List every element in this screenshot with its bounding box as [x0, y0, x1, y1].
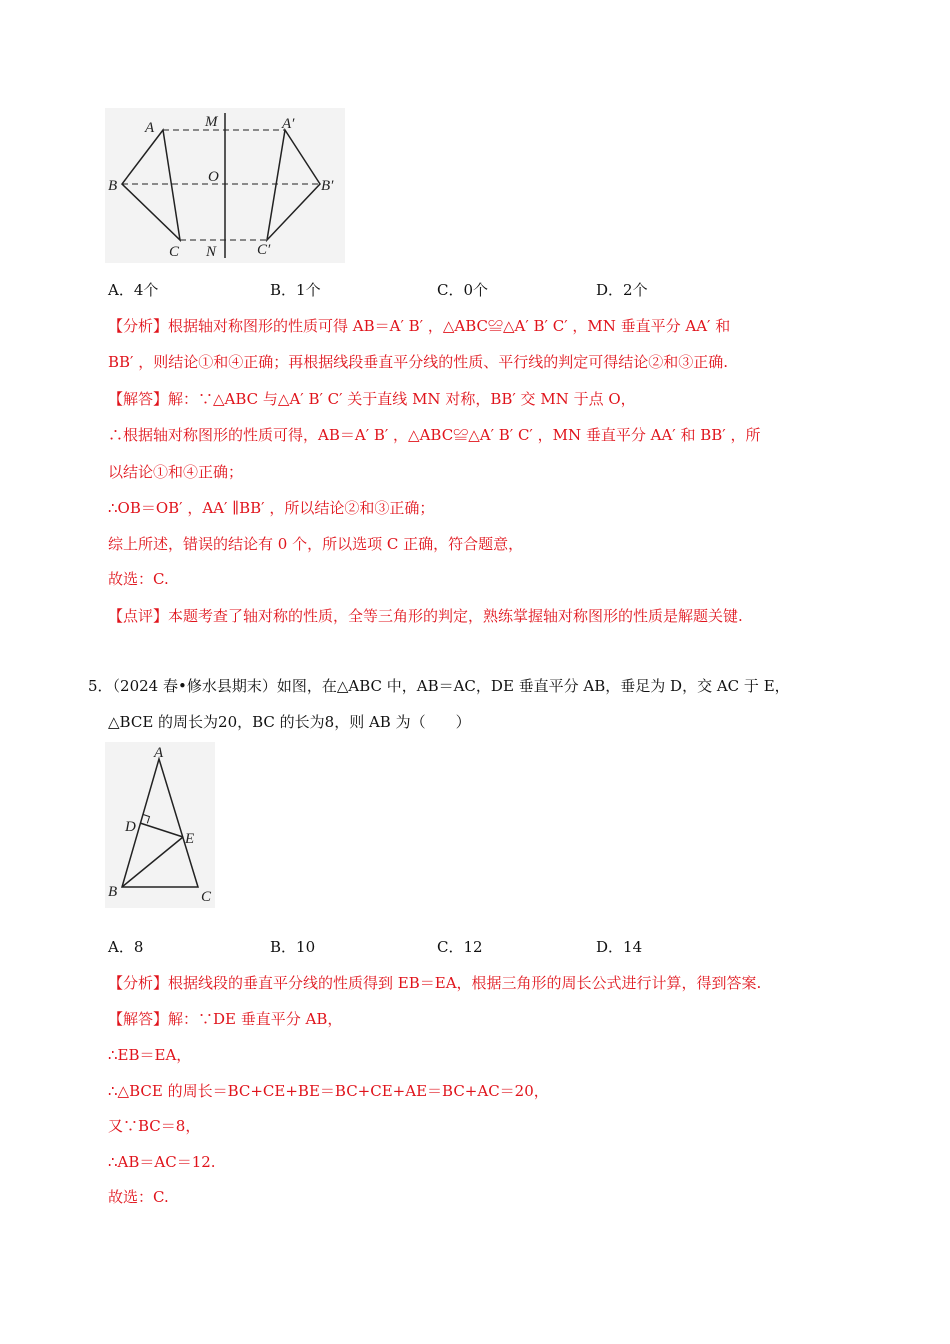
- q4-solution-line-4: ∴OB＝OB′ ，AA′ ∥BB′ ，所以结论②和③正确；: [108, 499, 435, 517]
- label-a-prime: A′: [282, 116, 295, 132]
- label-m: M: [205, 114, 218, 130]
- label-c: C: [169, 244, 180, 260]
- q5-option-d: D．14: [596, 938, 643, 956]
- q5-solution-line-6: 故选：C.: [108, 1188, 169, 1206]
- q4-option-b: B．1个: [270, 281, 321, 299]
- label-e: E: [185, 831, 195, 847]
- q4-solution-line-5: 综上所述，错误的结论有 0 个，所以选项 C 正确，符合题意，: [108, 535, 524, 553]
- label-d: D: [125, 819, 136, 835]
- q4-analysis-line-2: BB′ ，则结论①和④正确；再根据线段垂直平分线的性质、平行线的判定可得结论②和③正确.: [108, 353, 728, 371]
- q5-stem-line-1: 5．（2024 春•修水县期末）如图，在△ABC 中，AB＝AC，DE 垂直平分 AB，垂足为 D，交 AC 于 E，: [88, 677, 790, 695]
- q4-analysis-line-1: 【分析】根据轴对称图形的性质可得 AB＝A′ B′ ，△ABC≌△A′ B′ C′ ，MN 垂直平分 AA′ 和: [108, 317, 731, 335]
- label-a: A: [154, 745, 164, 761]
- label-b: B: [108, 178, 118, 194]
- q4-solution-line-3: 以结论①和④正确；: [108, 463, 244, 481]
- q5-stem-line-2: △BCE 的周长为20，BC 的长为8，则 AB 为（ ）: [108, 713, 471, 731]
- q4-option-a: A．4个: [108, 281, 159, 299]
- q5-figure: [105, 742, 215, 908]
- label-b: B: [108, 884, 118, 900]
- q5-solution-line-1: 【解答】解：∵DE 垂直平分 AB，: [108, 1010, 343, 1028]
- q5-option-c: C．12: [437, 938, 483, 956]
- label-b-prime: B′: [321, 178, 334, 194]
- q4-solution-line-1: 【解答】解：∵△ABC 与△A′ B′ C′ 关于直线 MN 对称，BB′ 交 MN 于点 O，: [108, 390, 636, 408]
- q5-solution-line-4: 又∵BC＝8，: [108, 1117, 201, 1135]
- q4-solution-line-2: ∴根据轴对称图形的性质可得，AB＝A′ B′ ，△ABC≌△A′ B′ C′ ，MN 垂直平分 AA′ 和 BB′ ，所: [108, 426, 761, 444]
- q5-solution-line-5: ∴AB＝AC＝12.: [108, 1153, 216, 1171]
- label-o: O: [208, 169, 219, 185]
- q4-solution-line-6: 故选：C.: [108, 570, 169, 588]
- q4-figure: [105, 108, 345, 263]
- q5-option-b: B．10: [270, 938, 316, 956]
- label-c: C: [201, 889, 212, 905]
- q4-option-d: D．2个: [596, 281, 648, 299]
- label-n: N: [206, 244, 217, 260]
- q5-option-a: A．8: [108, 938, 144, 956]
- label-c-prime: C′: [257, 242, 271, 258]
- q5-solution-line-2: ∴EB＝EA，: [108, 1046, 192, 1064]
- q4-option-c: C．0个: [437, 281, 489, 299]
- q5-solution-line-3: ∴△BCE 的周长＝BC+CE+BE＝BC+CE+AE＝BC+AC＝20，: [108, 1082, 549, 1100]
- label-a: A: [145, 120, 155, 136]
- q4-comment: 【点评】本题考查了轴对称的性质，全等三角形的判定，熟练掌握轴对称图形的性质是解题关键.: [108, 607, 743, 625]
- q5-analysis: 【分析】根据线段的垂直平分线的性质得到 EB＝EA，根据三角形的周长公式进行计算，得到答案.: [108, 974, 762, 992]
- figure-background: [105, 742, 215, 908]
